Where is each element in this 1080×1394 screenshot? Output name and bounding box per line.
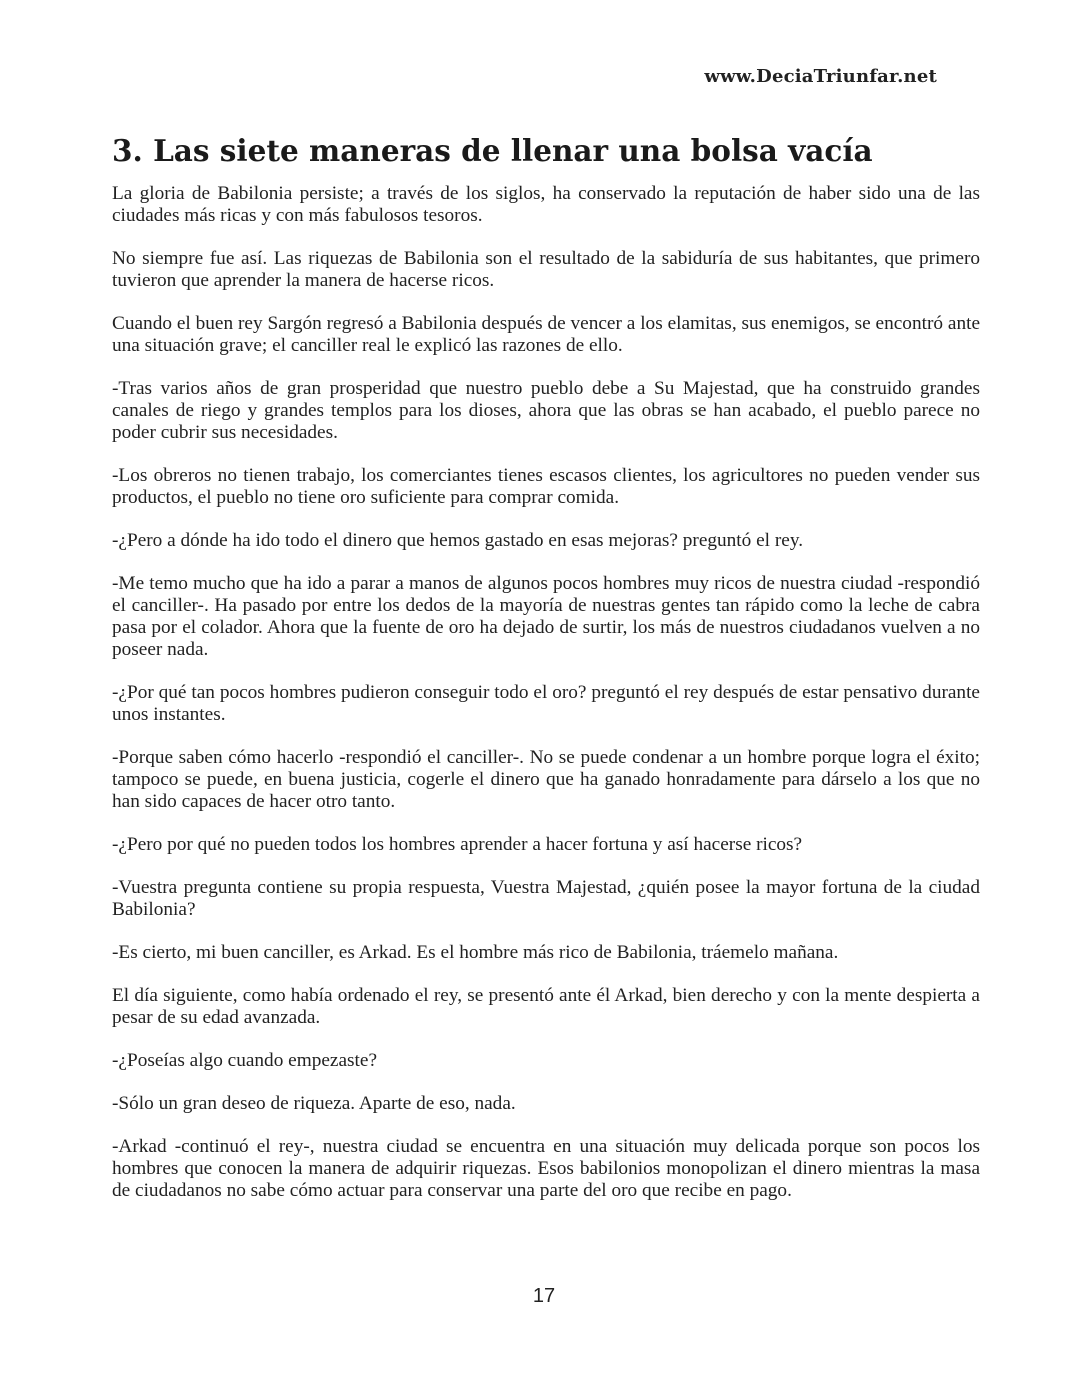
paragraph: El día siguiente, como había ordenado el rey, se presentó ante él Arkad, bien derecho y con la mente despierta a pesar de su edad avanzada. <box>112 985 980 1028</box>
paragraph: No siempre fue así. Las riquezas de Babilonia son el resultado de la sabiduría de sus habitantes, que primero tuvieron que aprender la manera de hacerse ricos. <box>112 248 980 291</box>
chapter-title: 3. Las siete maneras de llenar una bolsa vacía <box>112 133 873 168</box>
paragraph: La gloria de Babilonia persiste; a través de los siglos, ha conservado la reputación de haber sido una de las ciudades más ricas y con más fabulosos tesoros. <box>112 183 980 226</box>
paragraph: -¿Por qué tan pocos hombres pudieron conseguir todo el oro? preguntó el rey después de estar pensativo durante unos instantes. <box>112 682 980 725</box>
paragraph: -Arkad -continuó el rey-, nuestra ciudad se encuentra en una situación muy delicada porque son pocos los hombres que conocen la manera de adquirir riquezas. Esos babilonios monopolizan el dinero mientras la masa de ciudadanos no sabe cómo actuar para conservar una parte del oro que recibe en pago. <box>112 1136 980 1201</box>
paragraph: -¿Pero a dónde ha ido todo el dinero que hemos gastado en esas mejoras? preguntó el rey. <box>112 530 804 551</box>
paragraph: -Los obreros no tienen trabajo, los comerciantes tienes escasos clientes, los agricultores no pueden vender sus productos, el pueblo no tiene oro suficiente para comprar comida. <box>112 465 980 508</box>
paragraph: Cuando el buen rey Sargón regresó a Babilonia después de vencer a los elamitas, sus enemigos, se encontró ante una situación grave; el canciller real le explicó las razones de ello. <box>112 313 980 356</box>
paragraph: -¿Pero por qué no pueden todos los hombres aprender a hacer fortuna y así hacerse ricos? <box>112 834 803 855</box>
paragraph: -Sólo un gran deseo de riqueza. Aparte de eso, nada. <box>112 1093 516 1114</box>
paragraph: -Porque saben cómo hacerlo -respondió el canciller-. No se puede condenar a un hombre porque logra el éxito; tampoco se puede, en buena justicia, cogerle el dinero que ha ganado honradamente para dárselo a los que no han sido capaces de hacer otro tanto. <box>112 747 980 812</box>
paragraph: -¿Poseías algo cuando empezaste? <box>112 1050 378 1071</box>
paragraph: -Vuestra pregunta contiene su propia respuesta, Vuestra Majestad, ¿quién posee la mayor fortuna de la ciudad Babilonia? <box>112 877 980 920</box>
page-number: 17 <box>532 1285 556 1307</box>
paragraph: -Me temo mucho que ha ido a parar a manos de algunos pocos hombres muy ricos de nuestra ciudad -respondió el canciller-. Ha pasado por entre los dedos de la mayoría de nuestras gentes tan rápido como la leche de cabra pasa por el colador. Ahora que la fuente de oro ha dejado de surtir, los más de nuestros ciudadanos vuelven a no poseer nada. <box>112 573 980 660</box>
body-text <box>112 183 980 1223</box>
header-site-url: www.DeciaTriunfar.net <box>704 66 937 87</box>
paragraph: -Tras varios años de gran prosperidad que nuestro pueblo debe a Su Majestad, que ha construido grandes canales de riego y grandes templos para los dioses, ahora que las obras se han acabado, el pueblo parece no poder cubrir sus necesidades. <box>112 378 980 443</box>
paragraph: -Es cierto, mi buen canciller, es Arkad. Es el hombre más rico de Babilonia, tráemelo mañana. <box>112 942 839 963</box>
